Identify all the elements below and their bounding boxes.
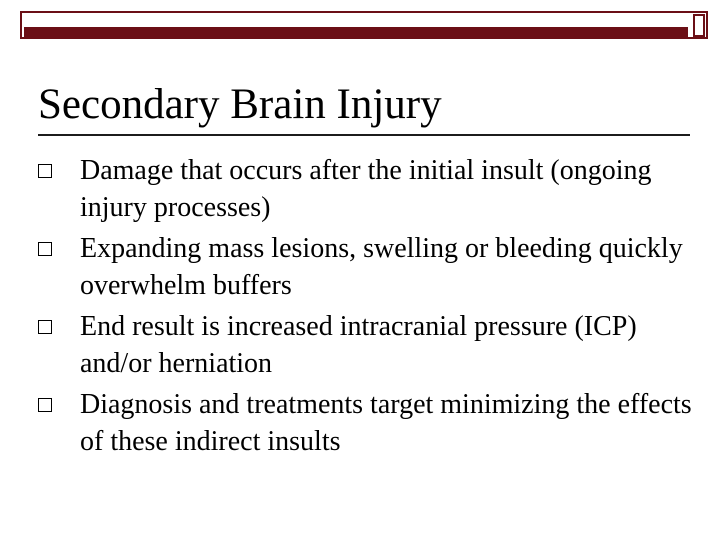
hollow-square-bullet-icon <box>38 320 52 334</box>
title-underline-rule <box>38 134 690 136</box>
bullet-list <box>38 152 698 464</box>
bullet-text: Expanding mass lesions, swelling or bleeding quickly overwhelm buffers <box>80 233 683 301</box>
bullet-item <box>38 152 698 226</box>
hollow-square-bullet-icon <box>38 164 52 178</box>
bullet-text: Diagnosis and treatments target minimizing the effects of these indirect insults <box>80 389 692 457</box>
top-decorative-frame <box>20 11 708 39</box>
bullet-item <box>38 386 698 460</box>
top-decorative-band <box>24 27 688 37</box>
slide-title: Secondary Brain Injury <box>38 81 442 128</box>
bullet-item <box>38 308 698 382</box>
bullet-text: End result is increased intracranial pressure (ICP) and/or herniation <box>80 311 637 379</box>
hollow-square-bullet-icon <box>38 398 52 412</box>
corner-square-icon <box>693 14 705 37</box>
hollow-square-bullet-icon <box>38 242 52 256</box>
bullet-item <box>38 230 698 304</box>
bullet-text: Damage that occurs after the initial insult (ongoing injury processes) <box>80 155 652 223</box>
